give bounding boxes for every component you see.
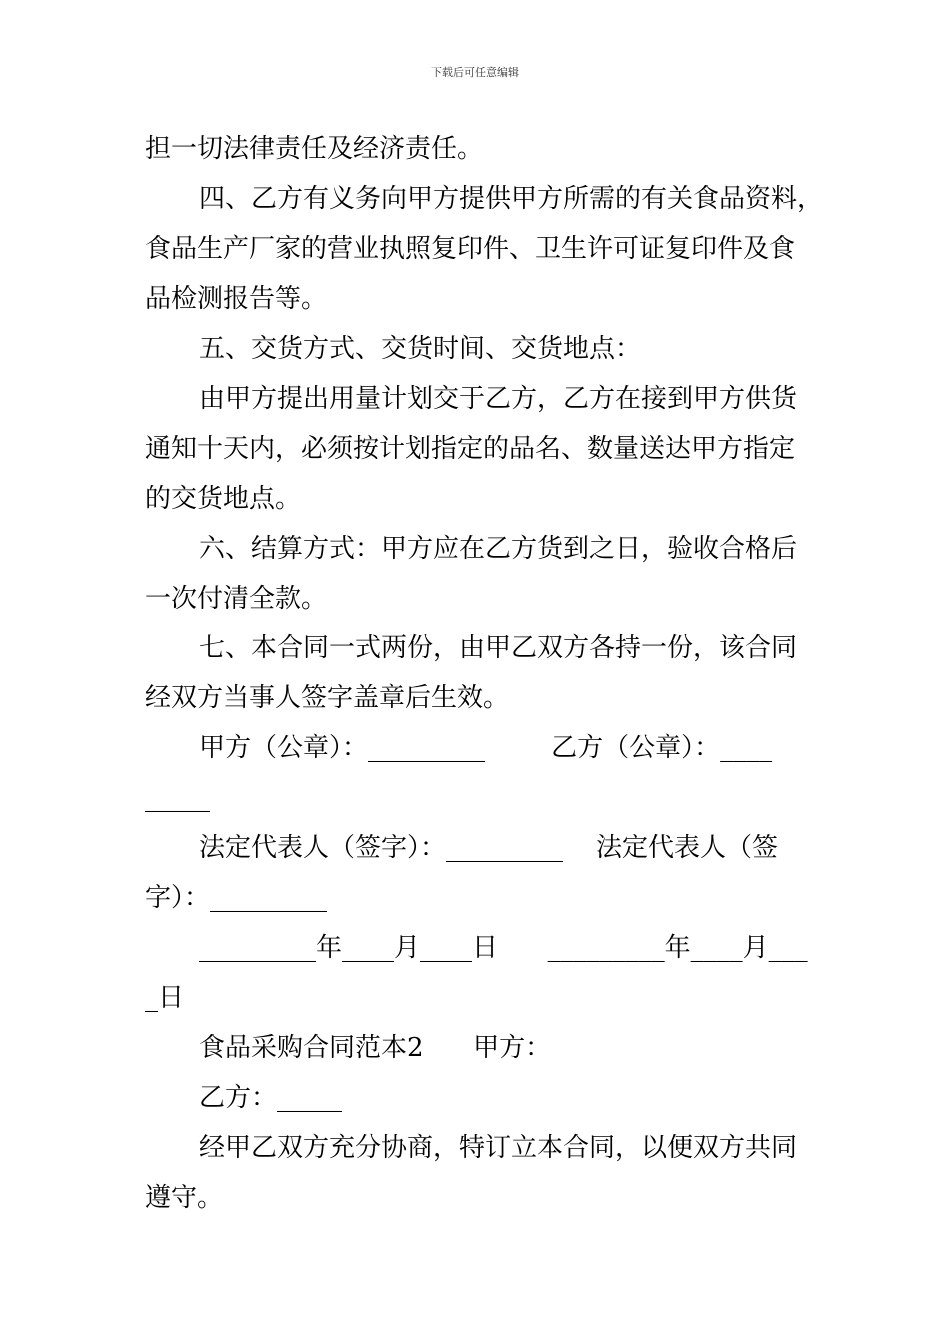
section-title: 食品采购合同范本2 甲方： <box>199 1033 552 1063</box>
signature-line: 甲方（公章）：_________ 乙方（公章）：____ <box>199 733 773 763</box>
text-line: 经双方当事人签字盖章后生效。 <box>145 683 510 713</box>
text-line: 乙方：_____ <box>199 1083 343 1113</box>
text-line: 六、结算方式：甲方应在乙方货到之日，验收合格后 <box>199 534 798 564</box>
page-header: 下载后可任意编辑 <box>431 66 519 79</box>
text-line: 通知十天内，必须按计划指定的品名、数量送达甲方指定 <box>145 434 796 464</box>
text-line: 七、本合同一式两份，由甲乙双方各持一份，该合同 <box>199 633 798 663</box>
signature-line: 字）：_________ <box>145 883 328 913</box>
text-line: 的交货地点。 <box>145 484 302 514</box>
date-line: _________年____月____日 _________年____月___ <box>199 933 808 963</box>
signature-line: _____ <box>145 783 210 813</box>
text-line: 担一切法律责任及经济责任。 <box>145 134 484 164</box>
text-line: 五、交货方式、交货时间、交货地点： <box>199 334 642 364</box>
text-line: 经甲乙双方充分协商，特订立本合同，以便双方共同 <box>199 1133 798 1163</box>
text-line: 一次付清全款。 <box>145 584 328 614</box>
signature-line: 法定代表人（签字）：_________ 法定代表人（签 <box>199 833 779 863</box>
text-line: 遵守。 <box>145 1183 224 1213</box>
text-line: 四、乙方有义务向甲方提供甲方所需的有关食品资料， <box>199 184 824 214</box>
text-line: 由甲方提出用量计划交于乙方，乙方在接到甲方供货 <box>199 384 798 414</box>
text-line: 食品生产厂家的营业执照复印件、卫生许可证复印件及食 <box>145 234 796 264</box>
text-line: 品检测报告等。 <box>145 284 328 314</box>
date-line: _日 <box>145 983 185 1013</box>
